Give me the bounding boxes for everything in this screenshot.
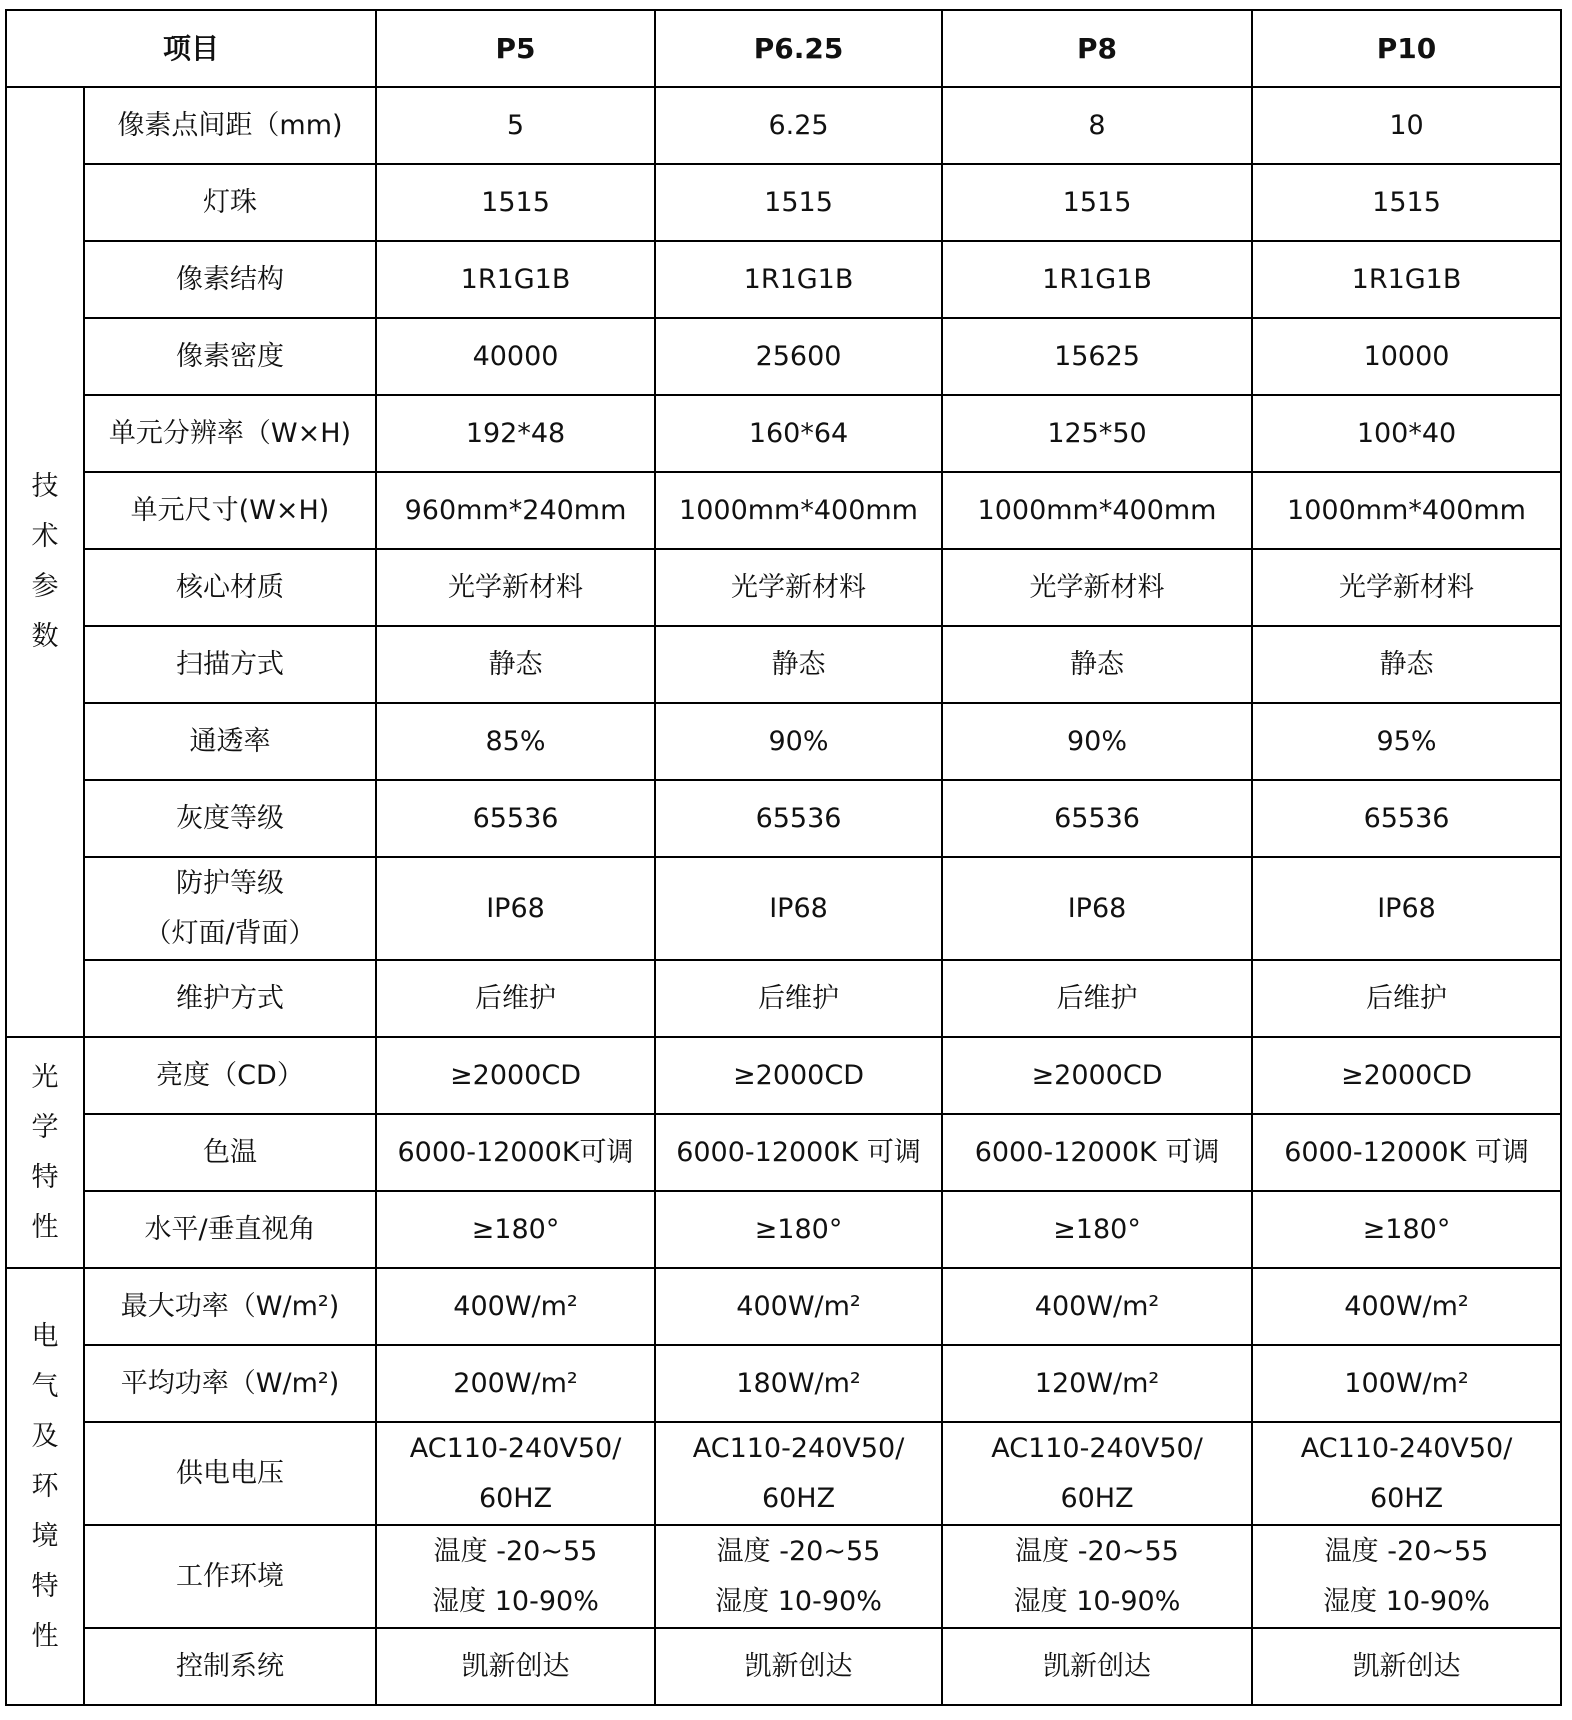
row-label	[84, 1268, 376, 1345]
value-line: 90%	[768, 725, 829, 757]
group-label-char: 气	[31, 1370, 59, 1402]
value-line: 25600	[755, 340, 842, 372]
value-cell	[376, 318, 655, 395]
value-cell	[376, 1037, 655, 1114]
row-label	[84, 1191, 376, 1268]
value-cell	[942, 1191, 1252, 1268]
header-model-p5: P5	[376, 10, 655, 87]
row-label	[84, 960, 376, 1037]
table-row	[6, 1191, 1561, 1268]
value-cell	[376, 626, 655, 703]
table-row	[6, 472, 1561, 549]
value-cell	[376, 1345, 655, 1422]
value-cell	[1252, 1268, 1561, 1345]
row-label-line: 亮度（CD）	[156, 1059, 304, 1091]
value-cell	[1252, 318, 1561, 395]
table-row	[6, 164, 1561, 241]
value-cell	[376, 780, 655, 857]
value-line: AC110-240V50/	[991, 1432, 1203, 1464]
row-label	[84, 1525, 376, 1628]
value-cell	[655, 780, 942, 857]
value-line: AC110-240V50/	[692, 1432, 905, 1464]
row-label	[84, 780, 376, 857]
value-line: 1R1G1B	[743, 263, 854, 295]
value-line: 65536	[1363, 802, 1450, 834]
header-model-p10: P10	[1252, 10, 1561, 87]
value-cell	[942, 472, 1252, 549]
value-line: 200W/m²	[453, 1367, 578, 1399]
value-line: IP68	[1377, 892, 1436, 924]
value-line: 10000	[1363, 340, 1450, 372]
value-cell	[942, 87, 1252, 164]
row-label-line: 像素点间距（mm)	[117, 109, 343, 141]
row-label-line: 灯珠	[203, 186, 257, 218]
group-label-char: 参	[31, 571, 59, 602]
value-cell	[1252, 395, 1561, 472]
value-cell	[942, 626, 1252, 703]
value-line: 静态	[1070, 648, 1125, 680]
value-cell	[942, 857, 1252, 960]
value-line: 1515	[1372, 186, 1441, 218]
value-cell	[376, 87, 655, 164]
value-cell	[942, 1628, 1252, 1705]
table-row	[6, 241, 1561, 318]
row-label-line: 单元尺寸(W×H)	[130, 494, 330, 526]
value-line: IP68	[769, 892, 828, 924]
value-line: ≥2000CD	[450, 1059, 581, 1091]
table-body	[6, 87, 1561, 1705]
value-cell	[942, 1422, 1252, 1525]
value-cell	[942, 549, 1252, 626]
table-row	[6, 1037, 1561, 1114]
value-line: 60HZ	[761, 1482, 836, 1514]
row-label-line: 核心材质	[176, 571, 284, 603]
table-row	[6, 1114, 1561, 1191]
value-cell	[1252, 1114, 1561, 1191]
spec-table	[5, 9, 1562, 1706]
value-cell	[655, 395, 942, 472]
value-cell	[655, 626, 942, 703]
value-cell	[655, 1345, 942, 1422]
value-cell	[655, 703, 942, 780]
row-label-line: （灯面/背面）	[144, 917, 316, 949]
value-line: 8	[1088, 109, 1106, 141]
value-line: 1R1G1B	[1042, 263, 1152, 295]
value-cell	[376, 703, 655, 780]
value-cell	[376, 1628, 655, 1705]
value-cell	[1252, 1525, 1561, 1628]
value-cell	[1252, 87, 1561, 164]
value-cell	[655, 241, 942, 318]
value-cell	[942, 1525, 1252, 1628]
value-line: ≥2000CD	[1341, 1059, 1472, 1091]
value-cell	[942, 241, 1252, 318]
value-cell	[655, 1191, 942, 1268]
value-cell	[655, 549, 942, 626]
row-label-line: 色温	[203, 1136, 257, 1168]
value-line: 125*50	[1047, 417, 1147, 449]
value-line: 400W/m²	[1034, 1290, 1160, 1322]
value-line: 光学新材料	[731, 571, 867, 603]
group-label-technical-params	[6, 87, 84, 1037]
value-line: 95%	[1376, 725, 1437, 757]
table-row	[6, 1345, 1561, 1422]
value-cell	[1252, 1628, 1561, 1705]
table-row	[6, 395, 1561, 472]
value-cell	[1252, 1422, 1561, 1525]
table-row	[6, 1422, 1561, 1525]
row-label-line: 防护等级	[176, 867, 284, 899]
value-cell	[655, 1037, 942, 1114]
value-line: 960mm*240mm	[404, 494, 627, 526]
value-line: 180W/m²	[736, 1367, 861, 1399]
value-line: 400W/m²	[1344, 1290, 1469, 1322]
value-line: 1000mm*400mm	[1287, 494, 1526, 526]
value-cell	[1252, 1345, 1561, 1422]
table-row	[6, 780, 1561, 857]
value-line: AC110-240V50/	[409, 1432, 622, 1464]
row-label-line: 供电电压	[176, 1457, 284, 1489]
value-line: 120W/m²	[1034, 1367, 1160, 1399]
value-line: 400W/m²	[453, 1290, 578, 1322]
value-line: 100W/m²	[1344, 1367, 1469, 1399]
value-line: IP68	[1067, 892, 1127, 924]
row-label	[84, 626, 376, 703]
value-cell	[655, 318, 942, 395]
row-label-line: 像素密度	[176, 340, 284, 372]
value-line: 65536	[472, 802, 559, 834]
table-row	[6, 960, 1561, 1037]
value-cell	[655, 1422, 942, 1525]
value-cell	[942, 318, 1252, 395]
value-line: ≥180°	[754, 1213, 843, 1245]
value-cell	[1252, 1037, 1561, 1114]
row-label	[84, 703, 376, 780]
row-label-line: 工作环境	[176, 1560, 284, 1592]
value-line: IP68	[486, 892, 545, 924]
value-cell	[655, 857, 942, 960]
value-cell	[376, 241, 655, 318]
row-label	[84, 318, 376, 395]
value-line: 后维护	[475, 982, 557, 1014]
value-cell	[1252, 960, 1561, 1037]
group-label-char: 学	[31, 1111, 59, 1143]
value-line: 100*40	[1356, 417, 1457, 449]
table-row	[6, 626, 1561, 703]
value-line: ≥180°	[1362, 1213, 1451, 1245]
row-label-line: 通透率	[189, 725, 271, 757]
value-line: 60HZ	[478, 1482, 553, 1514]
value-line: 1R1G1B	[1351, 263, 1462, 295]
value-cell	[1252, 472, 1561, 549]
value-line: 凯新创达	[461, 1650, 570, 1682]
row-label-line: 最大功率（W/m²)	[120, 1290, 340, 1322]
row-label	[84, 1422, 376, 1525]
value-cell	[376, 164, 655, 241]
row-label	[84, 395, 376, 472]
value-line: 温度 -20~55	[716, 1535, 881, 1567]
table-row	[6, 1628, 1561, 1705]
row-label	[84, 241, 376, 318]
group-label-char: 数	[31, 621, 59, 652]
header-item: 项目	[6, 10, 376, 87]
row-label	[84, 1037, 376, 1114]
group-label-electrical-env-props	[6, 1268, 84, 1705]
value-line: ≥2000CD	[1031, 1059, 1163, 1091]
value-cell	[376, 472, 655, 549]
value-line: 6000-12000K 可调	[676, 1136, 921, 1168]
value-line: ≥180°	[471, 1213, 560, 1245]
value-cell	[376, 1114, 655, 1191]
value-line: 1515	[481, 186, 550, 218]
value-line: 160*64	[748, 417, 849, 449]
value-cell	[1252, 703, 1561, 780]
row-label	[84, 1345, 376, 1422]
header-row	[6, 10, 1561, 87]
value-cell	[942, 395, 1252, 472]
value-line: 静态	[771, 648, 826, 680]
value-line: 90%	[1067, 725, 1128, 757]
value-cell	[1252, 1191, 1561, 1268]
value-cell	[655, 87, 942, 164]
table-row	[6, 1268, 1561, 1345]
value-cell	[655, 164, 942, 241]
value-cell	[1252, 857, 1561, 960]
value-line: ≥2000CD	[733, 1059, 864, 1091]
value-line: 192*48	[465, 417, 566, 449]
row-label-line: 扫描方式	[176, 648, 284, 680]
value-line: 60HZ	[1369, 1482, 1444, 1514]
row-label	[84, 164, 376, 241]
value-line: ≥180°	[1053, 1213, 1141, 1245]
value-line: 400W/m²	[736, 1290, 861, 1322]
group-label-char: 特	[31, 1570, 59, 1602]
value-line: 后维护	[1056, 982, 1138, 1014]
value-cell	[376, 549, 655, 626]
group-label-char: 技	[31, 471, 59, 502]
value-line: 静态	[488, 648, 543, 680]
value-cell	[942, 1268, 1252, 1345]
value-line: 6.25	[768, 109, 829, 141]
table-row	[6, 1525, 1561, 1628]
value-cell	[1252, 241, 1561, 318]
value-cell	[655, 1525, 942, 1628]
value-cell	[376, 395, 655, 472]
table-row	[6, 87, 1561, 164]
row-label	[84, 1628, 376, 1705]
group-label-char: 术	[31, 521, 59, 552]
value-line: 温度 -20~55	[1324, 1535, 1489, 1567]
value-line: AC110-240V50/	[1300, 1432, 1513, 1464]
row-label	[84, 549, 376, 626]
value-line: 10	[1389, 109, 1424, 141]
value-line: 6000-12000K 可调	[1284, 1136, 1529, 1168]
group-label-char: 性	[31, 1620, 59, 1652]
group-label-char: 特	[31, 1161, 59, 1193]
row-label-line: 维护方式	[176, 982, 284, 1014]
value-cell	[376, 1525, 655, 1628]
value-line: 凯新创达	[1043, 1650, 1152, 1682]
value-cell	[942, 703, 1252, 780]
value-line: 湿度 10-90%	[1323, 1585, 1490, 1617]
row-label-line: 灰度等级	[176, 802, 284, 834]
value-line: 65536	[1054, 802, 1140, 834]
value-line: 静态	[1379, 648, 1434, 680]
group-label-char: 环	[31, 1470, 59, 1502]
group-label-char: 性	[31, 1211, 59, 1243]
group-label-char: 及	[31, 1420, 59, 1452]
value-line: 1515	[1062, 186, 1132, 218]
value-cell	[376, 1422, 655, 1525]
value-cell	[942, 780, 1252, 857]
row-label-line: 平均功率（W/m²)	[120, 1367, 340, 1399]
value-line: 温度 -20~55	[1015, 1535, 1179, 1567]
value-line: 湿度 10-90%	[715, 1585, 882, 1617]
value-line: 1515	[764, 186, 833, 218]
value-line: 6000-12000K可调	[397, 1136, 634, 1168]
value-cell	[655, 1268, 942, 1345]
value-line: 光学新材料	[1339, 571, 1475, 603]
value-line: 湿度 10-90%	[432, 1585, 599, 1617]
group-label-optical-props	[6, 1037, 84, 1268]
value-line: 凯新创达	[1352, 1650, 1461, 1682]
table-row	[6, 318, 1561, 395]
row-label-line: 单元分辨率（W×H)	[108, 417, 352, 449]
value-cell	[1252, 549, 1561, 626]
value-line: 光学新材料	[448, 571, 584, 603]
value-line: 65536	[755, 802, 842, 834]
group-label-char: 光	[31, 1061, 59, 1093]
value-cell	[942, 164, 1252, 241]
value-line: 后维护	[1366, 982, 1448, 1014]
header-model-p625: P6.25	[655, 10, 942, 87]
value-cell	[942, 1345, 1252, 1422]
value-line: 1000mm*400mm	[679, 494, 918, 526]
value-cell	[942, 960, 1252, 1037]
value-line: 温度 -20~55	[433, 1535, 598, 1567]
row-label	[84, 87, 376, 164]
row-label-line: 水平/垂直视角	[144, 1213, 316, 1245]
row-label-line: 控制系统	[176, 1650, 284, 1682]
value-line: 85%	[485, 725, 546, 757]
value-cell	[376, 857, 655, 960]
header-model-p8: P8	[942, 10, 1252, 87]
value-line: 15625	[1054, 340, 1140, 372]
row-label	[84, 472, 376, 549]
value-cell	[655, 1114, 942, 1191]
row-label	[84, 857, 376, 960]
value-line: 6000-12000K 可调	[974, 1136, 1220, 1168]
value-cell	[1252, 626, 1561, 703]
group-label-char: 境	[31, 1520, 59, 1552]
value-line: 5	[506, 109, 525, 141]
row-label-line: 像素结构	[176, 263, 284, 295]
group-label-char: 电	[31, 1320, 59, 1352]
value-line: 湿度 10-90%	[1013, 1585, 1181, 1617]
table-row	[6, 857, 1561, 960]
value-line: 光学新材料	[1029, 571, 1165, 603]
value-cell	[1252, 164, 1561, 241]
value-cell	[376, 1268, 655, 1345]
row-label	[84, 1114, 376, 1191]
value-cell	[376, 960, 655, 1037]
value-cell	[942, 1037, 1252, 1114]
value-cell	[655, 960, 942, 1037]
value-line: 40000	[472, 340, 559, 372]
value-line: 后维护	[758, 982, 840, 1014]
value-line: 1000mm*400mm	[977, 494, 1217, 526]
value-line: 凯新创达	[744, 1650, 853, 1682]
value-cell	[655, 472, 942, 549]
value-line: 1R1G1B	[460, 263, 571, 295]
value-cell	[1252, 780, 1561, 857]
table-row	[6, 549, 1561, 626]
value-line: 60HZ	[1060, 1482, 1134, 1514]
value-cell	[376, 1191, 655, 1268]
value-cell	[942, 1114, 1252, 1191]
value-cell	[655, 1628, 942, 1705]
table-row	[6, 703, 1561, 780]
